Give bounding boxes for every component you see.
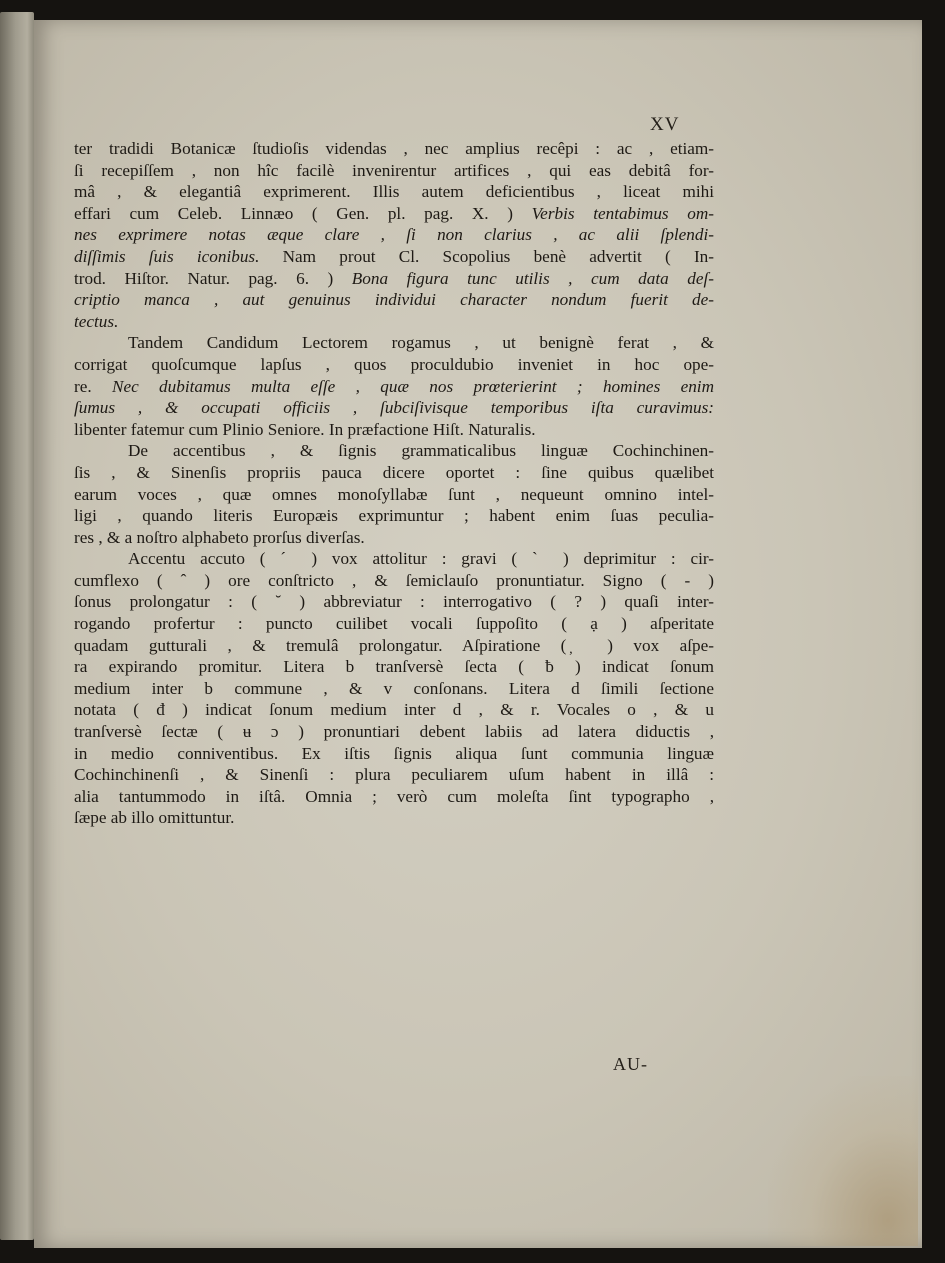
text-line bbox=[74, 224, 714, 246]
paragraph bbox=[74, 440, 714, 548]
text-line bbox=[74, 484, 714, 506]
text-line bbox=[74, 419, 714, 441]
italic-text: Verbis tentabimus om- bbox=[531, 203, 714, 223]
roman-text: Tandem Candidum Lectorem rogamus , ut benignè ferat , & bbox=[128, 333, 714, 353]
text-line bbox=[74, 527, 714, 549]
text-line bbox=[74, 743, 714, 765]
roman-text: ſi recepiſſem , non hîc facilè invenirentur artifices , qui eas debitâ for- bbox=[74, 160, 714, 180]
text-line bbox=[74, 160, 714, 182]
text-line bbox=[74, 462, 714, 484]
roman-text: ligi , quando literis Europæis exprimuntur ; habent enim ſuas peculia- bbox=[74, 506, 714, 526]
text-line bbox=[74, 332, 714, 354]
text-line bbox=[74, 721, 714, 743]
italic-text: nes exprimere notas æque clare , ſi non clarius , ac alii ſplendi- bbox=[74, 225, 714, 245]
roman-text: alia tantummodo in iſtâ. Omnia ; verò cum moleſta ſint typographo , bbox=[74, 786, 714, 806]
roman-text: medium inter b commune , & v conſonans. Litera d ſimili ſectione bbox=[74, 678, 714, 698]
roman-text: ſæpe ab illo omittuntur. bbox=[74, 808, 235, 828]
text-line bbox=[74, 570, 714, 592]
italic-text: Bona figura tunc utilis , cum data deſ- bbox=[351, 268, 714, 288]
italic-text: Nec dubitamus multa eſſe , quæ nos prœterierint ; homines enim bbox=[112, 376, 714, 396]
text-line bbox=[74, 203, 714, 225]
roman-text: Accentu accuto ( ˊ ) vox attolitur : gravi ( ˋ ) deprimitur : cir- bbox=[128, 549, 714, 569]
text-line bbox=[74, 289, 714, 311]
roman-text: mâ , & elegantiâ exprimerent. Illis autem deficientibus , liceat mihi bbox=[74, 182, 714, 202]
text-line bbox=[74, 548, 714, 570]
paragraph bbox=[74, 332, 714, 440]
roman-text: libenter fatemur cum Plinio Seniore. In præfactione Hiſt. Naturalis. bbox=[74, 419, 536, 439]
roman-text: effari cum Celeb. Linnæo ( Gen. pl. pag. X. ) bbox=[74, 203, 532, 223]
water-stain bbox=[768, 1076, 918, 1246]
roman-text: res , & a noſtro alphabeto prorſus diverſas. bbox=[74, 527, 365, 547]
text-line bbox=[74, 591, 714, 613]
text-line bbox=[74, 613, 714, 635]
roman-text: in medio conniventibus. Ex iſtis ſignis aliqua ſunt communia linguæ bbox=[74, 743, 714, 763]
page-number: XV bbox=[650, 114, 680, 135]
text-line bbox=[74, 376, 714, 398]
paragraph bbox=[74, 548, 714, 829]
text-line bbox=[74, 699, 714, 721]
roman-text: rogando profertur : puncto cuilibet vocali ſuppoſito ( ạ ) aſperitate bbox=[74, 614, 714, 634]
body-text bbox=[74, 138, 714, 829]
roman-text: Nam prout Cl. Scopolius benè advertit ( In- bbox=[259, 246, 714, 266]
italic-text: diſſimis ſuis iconibus. bbox=[74, 246, 260, 266]
roman-text: ter tradidi Botanicæ ſtudioſis videndas , nec amplius recêpi : ac , etiam- bbox=[74, 139, 714, 158]
text-line bbox=[74, 678, 714, 700]
roman-text: re. bbox=[74, 376, 112, 396]
roman-text: De accentibus , & ſignis grammaticalibus linguæ Cochinchinen- bbox=[128, 441, 714, 461]
roman-text: tranſversè ſectæ ( ʉ ɔ ) pronuntiari debent labiis ad latera diductis , bbox=[74, 722, 714, 742]
roman-text: notata ( đ ) indicat ſonum medium inter d , & r. Vocales o , & u bbox=[74, 700, 714, 720]
roman-text: cumflexo ( ˆ ) ore conſtricto , & ſemiclauſo pronuntiatur. Signo ( - ) bbox=[74, 570, 714, 590]
text-line bbox=[74, 181, 714, 203]
text-line bbox=[74, 786, 714, 808]
italic-text: tectus. bbox=[74, 311, 119, 331]
text-line bbox=[74, 807, 714, 829]
text-line bbox=[74, 268, 714, 290]
italic-text: ſumus , & occupati officiis , ſubciſivisque temporibus iſta curavimus: bbox=[74, 398, 714, 418]
italic-text: criptio manca , aut genuinus individui character nondum fuerit de- bbox=[74, 290, 714, 310]
roman-text: ſis , & Sinenſis propriis pauca dicere oportet : ſine quibus quælibet bbox=[74, 462, 714, 482]
roman-text: ra expirando promitur. Litera b tranſversè ſecta ( ƀ ) indicat ſonum bbox=[74, 657, 714, 677]
roman-text: ſonus prolongatur : ( ˘ ) abbreviatur : interrogativo ( ? ) quaſi inter- bbox=[74, 592, 714, 612]
roman-text: quadam gutturali , & tremulâ prolongatur. Aſpiratione ( ̦ ) vox aſpe- bbox=[74, 635, 714, 655]
text-line bbox=[74, 635, 714, 657]
text-line bbox=[74, 764, 714, 786]
roman-text: corrigat quoſcumque lapſus , quos proculdubio inveniet in hoc ope- bbox=[74, 354, 714, 374]
text-line bbox=[74, 138, 714, 160]
text-line bbox=[74, 505, 714, 527]
paragraph bbox=[74, 138, 714, 332]
text-line bbox=[74, 246, 714, 268]
text-line bbox=[74, 397, 714, 419]
adjacent-page-edge bbox=[0, 12, 34, 1240]
text-line bbox=[74, 311, 714, 333]
text-line bbox=[74, 354, 714, 376]
roman-text: Cochinchinenſi , & Sinenſi : plura peculiarem uſum habent in illâ : bbox=[74, 765, 714, 785]
text-line bbox=[74, 656, 714, 678]
roman-text: earum voces , quæ omnes monoſyllabæ ſunt , nequeunt omnino intel- bbox=[74, 484, 714, 504]
roman-text: trod. Hiſtor. Natur. pag. 6. ) bbox=[74, 268, 352, 288]
text-line bbox=[74, 440, 714, 462]
catchword: AU- bbox=[613, 1054, 648, 1074]
